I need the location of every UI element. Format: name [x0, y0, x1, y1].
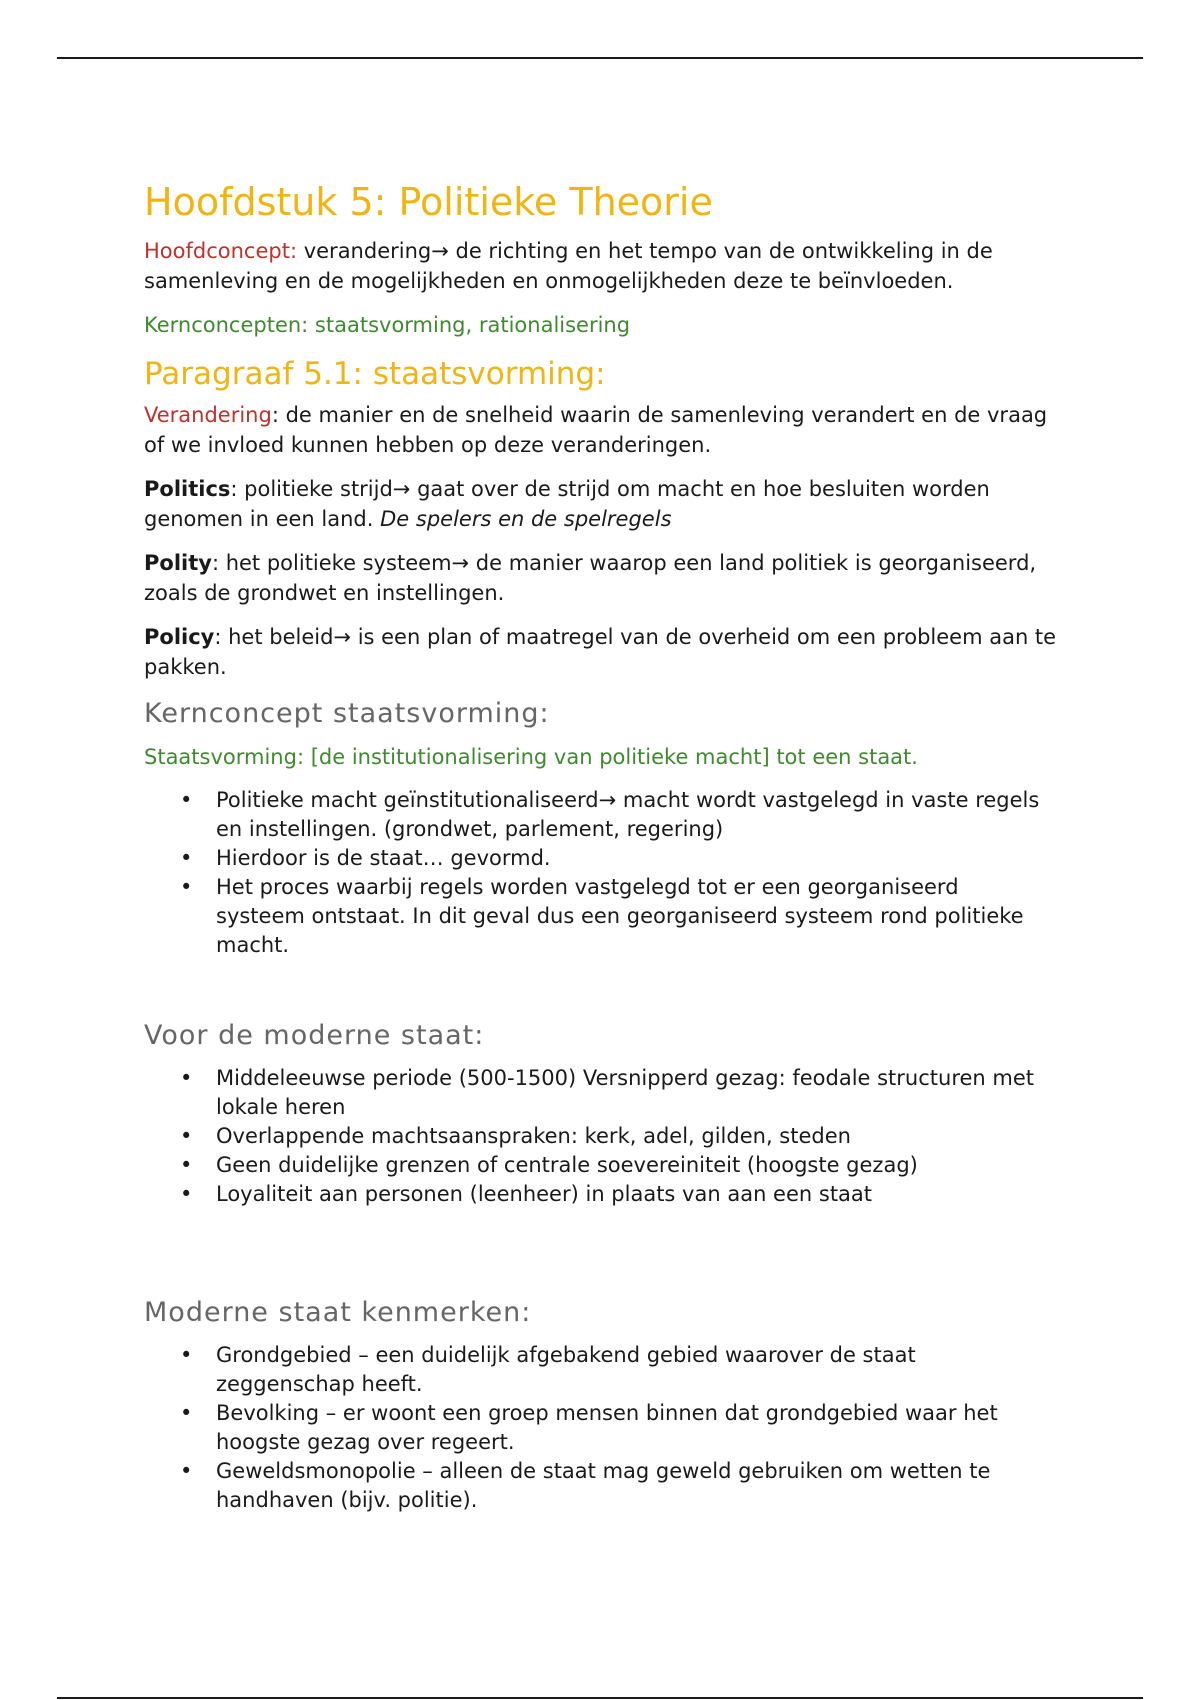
hoofdconcept-text: verandering→ de richting en het tempo van de ontwikkeling in de samenleving en de mogelijkheden en onmogelijkheden deze te beïnvloeden.: [144, 239, 993, 293]
list-item: • Hierdoor is de staat… gevormd.: [216, 844, 1064, 873]
voor-moderne-staat-list: [144, 1064, 1064, 1209]
staatsvorming-definition: Staatsvorming: [de institutionalisering van politieke macht] tot een staat.: [144, 745, 918, 769]
list-item: • Middeleeuwse periode (500-1500) Versnipperd gezag: feodale structuren met lokale heren: [216, 1064, 1064, 1122]
footer-rule: [57, 1697, 1143, 1699]
staatsvorming-list: [144, 786, 1064, 960]
moderne-staat-heading: Moderne staat kenmerken:: [144, 1297, 532, 1328]
spacer: [144, 1209, 1064, 1281]
hoofdconcept-paragraph: [144, 236, 1064, 296]
verandering-paragraph: [144, 400, 1064, 460]
spacer: [144, 960, 1064, 1004]
verandering-text: : de manier en de snelheid waarin de samenleving verandert en de vraag of we invloed kunnen hebben op deze veranderingen.: [144, 403, 1048, 457]
list-item: • Geweldsmonopolie – alleen de staat mag geweld gebruiken om wetten te handhaven (bijv. politie).: [216, 1457, 1064, 1515]
moderne-staat-list: [144, 1341, 1064, 1515]
list-item: • Bevolking – er woont een groep mensen binnen dat grondgebied waar het hoogste gezag over regeert.: [216, 1399, 1064, 1457]
list-item: • Loyaliteit aan personen (leenheer) in plaats van aan een staat: [216, 1180, 1064, 1209]
list-item: • Overlappende machtsaanspraken: kerk, adel, gilden, steden: [216, 1122, 1064, 1151]
policy-term: Policy: [144, 625, 215, 649]
politics-paragraph: [144, 474, 1064, 534]
list-item: • Het proces waarbij regels worden vastgelegd tot er een georganiseerd systeem ontstaat. In dit geval dus een georganiseerd systeem rond politieke macht.: [216, 873, 1064, 960]
hoofdconcept-label: Hoofdconcept:: [144, 239, 298, 263]
polity-term: Polity: [144, 551, 212, 575]
chapter-title: Hoofdstuk 5: Politieke Theorie: [144, 180, 713, 224]
list-item: • Politieke macht geïnstitutionaliseerd→ macht wordt vastgelegd in vaste regels en instellingen. (grondwet, parlement, regering): [216, 786, 1064, 844]
header-rule: [57, 57, 1143, 59]
politics-text: : politieke strijd→ gaat over de strijd om macht en hoe besluiten worden genomen in een land.: [144, 477, 990, 531]
paragraph-title: Paragraaf 5.1: staatsvorming:: [144, 356, 606, 392]
kernconcepten-line: Kernconcepten: staatsvorming, rationalisering: [144, 313, 631, 337]
policy-text: : het beleid→ is een plan of maatregel van de overheid om een probleem aan te pakken.: [144, 625, 1057, 679]
list-item: • Grondgebied – een duidelijk afgebakend gebied waarover de staat zeggenschap heeft.: [216, 1341, 1064, 1399]
voor-moderne-staat-heading: Voor de moderne staat:: [144, 1020, 485, 1051]
list-item: • Geen duidelijke grenzen of centrale soevereiniteit (hoogste gezag): [216, 1151, 1064, 1180]
polity-text: : het politieke systeem→ de manier waarop een land politiek is georganiseerd, zoals de grondwet en instellingen.: [144, 551, 1037, 605]
politics-term: Politics: [144, 477, 231, 501]
document-body: [144, 178, 1064, 1515]
polity-paragraph: [144, 548, 1064, 608]
kernconcept-heading: Kernconcept staatsvorming:: [144, 698, 550, 729]
policy-paragraph: [144, 622, 1064, 682]
politics-italic: De spelers en de spelregels: [380, 507, 672, 531]
verandering-label: Verandering: [144, 403, 272, 427]
